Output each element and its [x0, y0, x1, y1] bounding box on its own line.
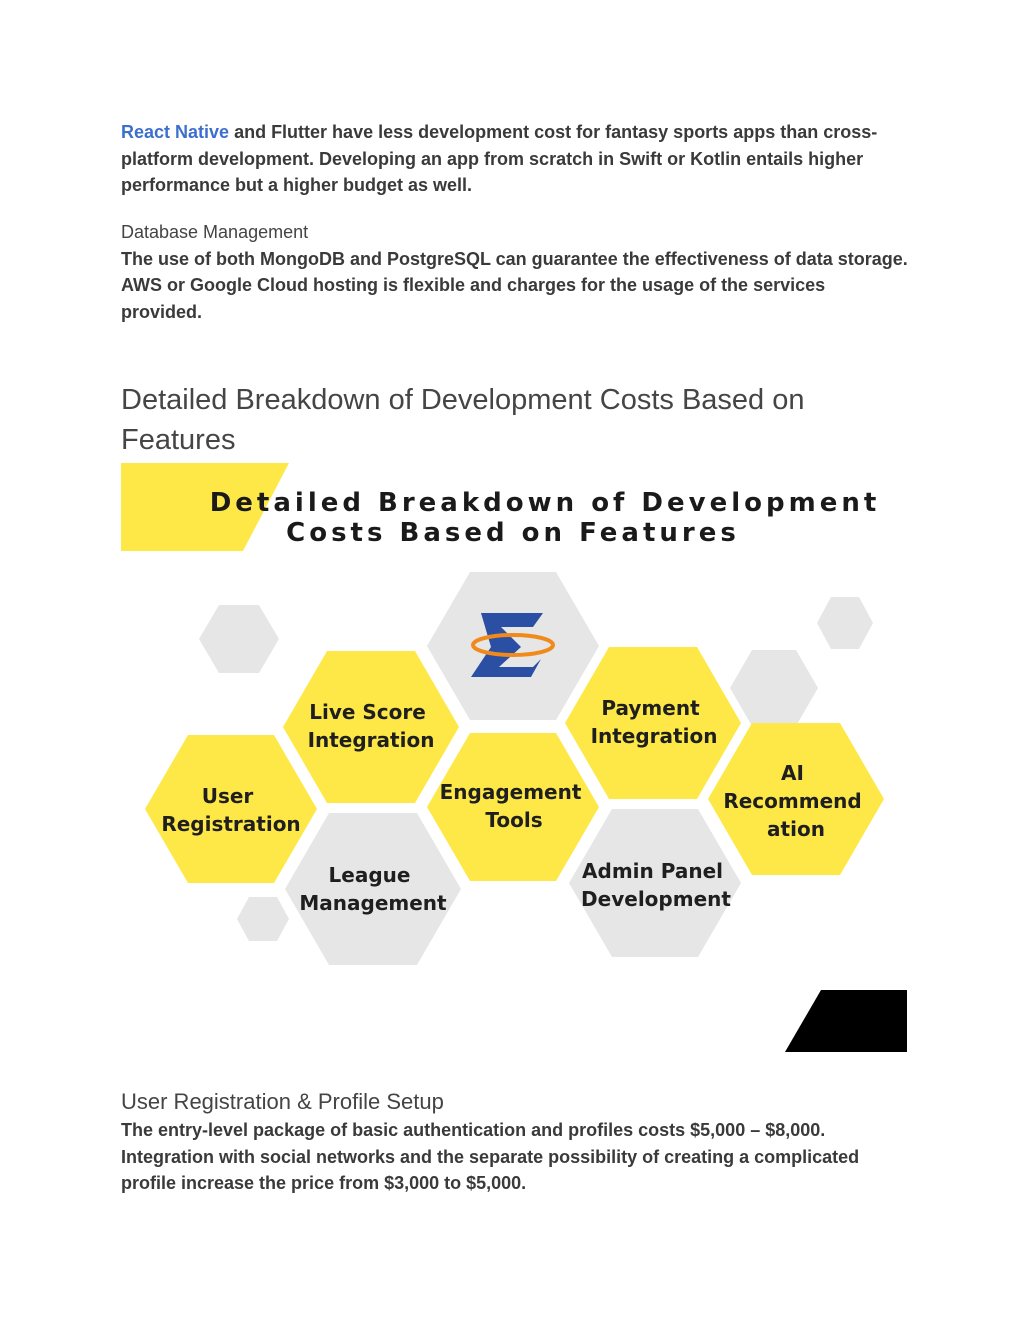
infographic-svg	[121, 463, 907, 1055]
database-body: The use of both MongoDB and PostgreSQL can guarantee the effectiveness of data storage. AWS or Google Cloud hosting is flexible and charges for the usage of the services provided.	[121, 248, 908, 322]
payment-integration-label: Payment Integration	[590, 696, 718, 748]
banner-line1: Detailed Breakdown of Development	[209, 488, 881, 518]
engagement-tools-hexagon	[427, 733, 599, 881]
intro-paragraph	[121, 119, 911, 199]
admin-panel-label: Admin Panel Development	[581, 859, 731, 911]
features-infographic	[121, 463, 907, 1055]
gray-hexagon	[817, 597, 873, 649]
live-score-label: Live Score Integration	[307, 700, 435, 752]
database-section	[121, 219, 911, 325]
payment-integration-hexagon	[565, 647, 741, 799]
database-title: Database Management	[121, 222, 309, 242]
section-heading: Detailed Breakdown of Development Costs Based on Features	[121, 384, 805, 456]
live-score-hexagon	[283, 651, 459, 803]
engagement-tools-label: Engagement Tools	[439, 780, 582, 832]
user-registration-heading: User Registration & Profile Setup	[121, 1089, 444, 1114]
user-registration-label: User Registration	[161, 784, 301, 836]
gray-hexagon	[730, 650, 818, 726]
gray-hexagon	[237, 897, 289, 941]
ai-recommendation-label: AI Recommend ation	[723, 761, 862, 841]
league-management-label: League Management	[299, 863, 447, 915]
intro-text: and Flutter have less development cost for fantasy sports apps than cross-platform development. Developing an app from scratch in Swift or Kotlin entails higher performance but a higher budget as well.	[121, 122, 878, 195]
user-registration-body: The entry-level package of basic authentication and profiles costs $5,000 – $8,000. Integration with social networks and the separate possibility of creating a complicated profile increase the price from $3,000 to $5,000.	[121, 1120, 860, 1193]
gray-hexagon	[199, 605, 279, 673]
react-native-link[interactable]: React Native	[121, 122, 230, 142]
admin-panel-hexagon	[569, 809, 741, 957]
banner-line2: Costs Based on Features	[286, 518, 740, 548]
corner-black-shape	[785, 990, 907, 1052]
user-registration-hexagon	[145, 735, 317, 883]
league-management-hexagon	[285, 813, 461, 965]
